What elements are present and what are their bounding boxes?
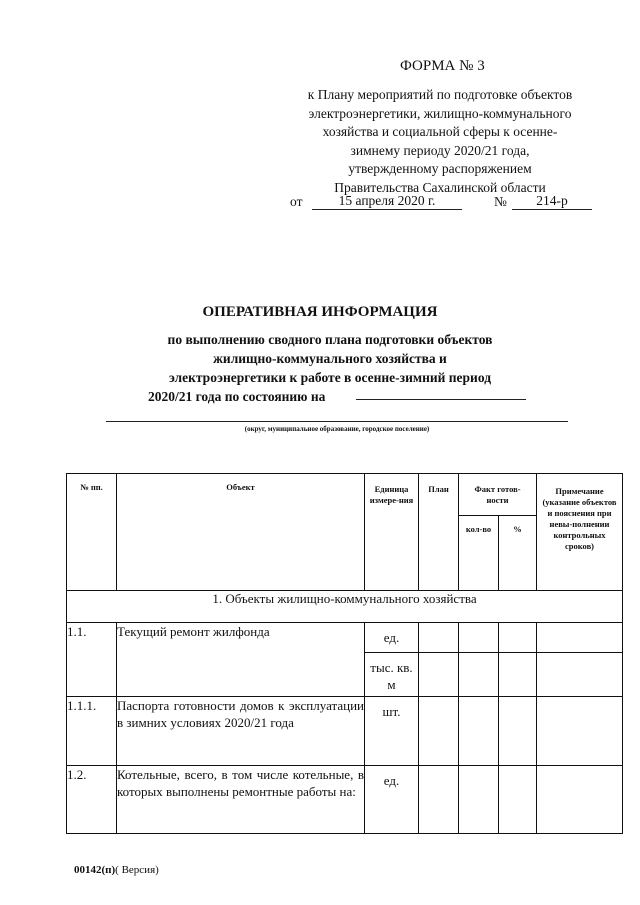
header-plan: План (419, 474, 459, 591)
row-object: Паспорта готовности домов к эксплуатации в зимних условиях 2020/21 года (117, 697, 365, 766)
qty-cell (459, 653, 499, 697)
row-num: 1.1. (67, 623, 117, 697)
document-code: 00142(п) (74, 864, 116, 876)
row-unit: ед. (365, 766, 419, 834)
subtitle-line: электроэнергетики к работе в осенне-зимний период (168, 370, 492, 385)
note-cell (537, 653, 623, 697)
percent-cell (499, 653, 537, 697)
row-unit: шт. (365, 697, 419, 766)
appendix-line: электроэнергетики, жилищно-коммунального (308, 105, 572, 121)
header-num: № пп. (67, 474, 117, 591)
document-version: ( Версия) (115, 864, 159, 876)
note-cell (537, 766, 623, 834)
header-fact: Факт готов-ности (459, 474, 537, 516)
header-object: Объект (117, 474, 365, 591)
document-title: ОПЕРАТИВНАЯ ИНФОРМАЦИЯ (202, 304, 438, 320)
appendix-line: к Плану мероприятий по подготовке объектов (307, 87, 573, 102)
plan-cell (419, 766, 459, 834)
order-date: 15 апреля 2020 г. (312, 193, 462, 210)
header-qty: кол-во (459, 516, 499, 591)
plan-cell (419, 697, 459, 766)
qty-cell (459, 697, 499, 766)
section-row (67, 591, 623, 623)
section-title: 1. Объекты жилищно-коммунального хозяйства (67, 591, 623, 623)
table-row (67, 697, 623, 766)
percent-cell (499, 623, 537, 653)
document-footer (74, 864, 159, 876)
row-unit: ед. (365, 623, 419, 653)
number-label: № (494, 194, 507, 209)
okrug-fill-line (106, 421, 568, 422)
row-unit: тыс. кв. м (365, 653, 419, 697)
plan-cell (419, 653, 459, 697)
table-row (67, 623, 623, 653)
subtitle-line: жилищно-коммунального хозяйства и (213, 351, 447, 366)
okrug-caption: (округ, муниципальное образование, городское поселение) (244, 425, 430, 433)
percent-cell (499, 766, 537, 834)
header-unit: Единица измере-ния (365, 474, 419, 591)
qty-cell (459, 766, 499, 834)
appendix-line: Правительства Сахалинской области (334, 179, 546, 195)
from-label: от (290, 194, 303, 209)
appendix-line: утвержденному распоряжением (348, 161, 532, 176)
qty-cell (459, 623, 499, 653)
header-percent: % (499, 516, 537, 591)
header-row (67, 474, 623, 516)
note-cell (537, 697, 623, 766)
appendix-line: хозяйства и социальной сферы к осенне- (322, 124, 558, 139)
plan-cell (419, 623, 459, 653)
row-num: 1.2. (67, 766, 117, 834)
readiness-table (66, 473, 623, 834)
header-note: Примечание (указание объектов и пояснения при невы-полнении контрольных сроков) (537, 474, 623, 591)
order-number: 214-р (512, 193, 592, 210)
subtitle-line: по выполнению сводного плана подготовки объектов (167, 332, 493, 347)
subtitle-line: 2020/21 года по состоянию на (148, 389, 326, 404)
table-row (67, 766, 623, 834)
row-num: 1.1.1. (67, 697, 117, 766)
percent-cell (499, 697, 537, 766)
row-object: Текущий ремонт жилфонда (117, 623, 365, 697)
note-cell (537, 623, 623, 653)
appendix-line: зимнему периоду 2020/21 года, (350, 142, 530, 158)
form-number: ФОРМА № 3 (400, 58, 485, 74)
row-object: Котельные, всего, в том числе котельные, в которых выполнены ремонтные работы на: (117, 766, 365, 834)
appendix-reference (270, 86, 610, 197)
document-subtitle (120, 330, 540, 406)
date-fill-line (356, 399, 526, 400)
